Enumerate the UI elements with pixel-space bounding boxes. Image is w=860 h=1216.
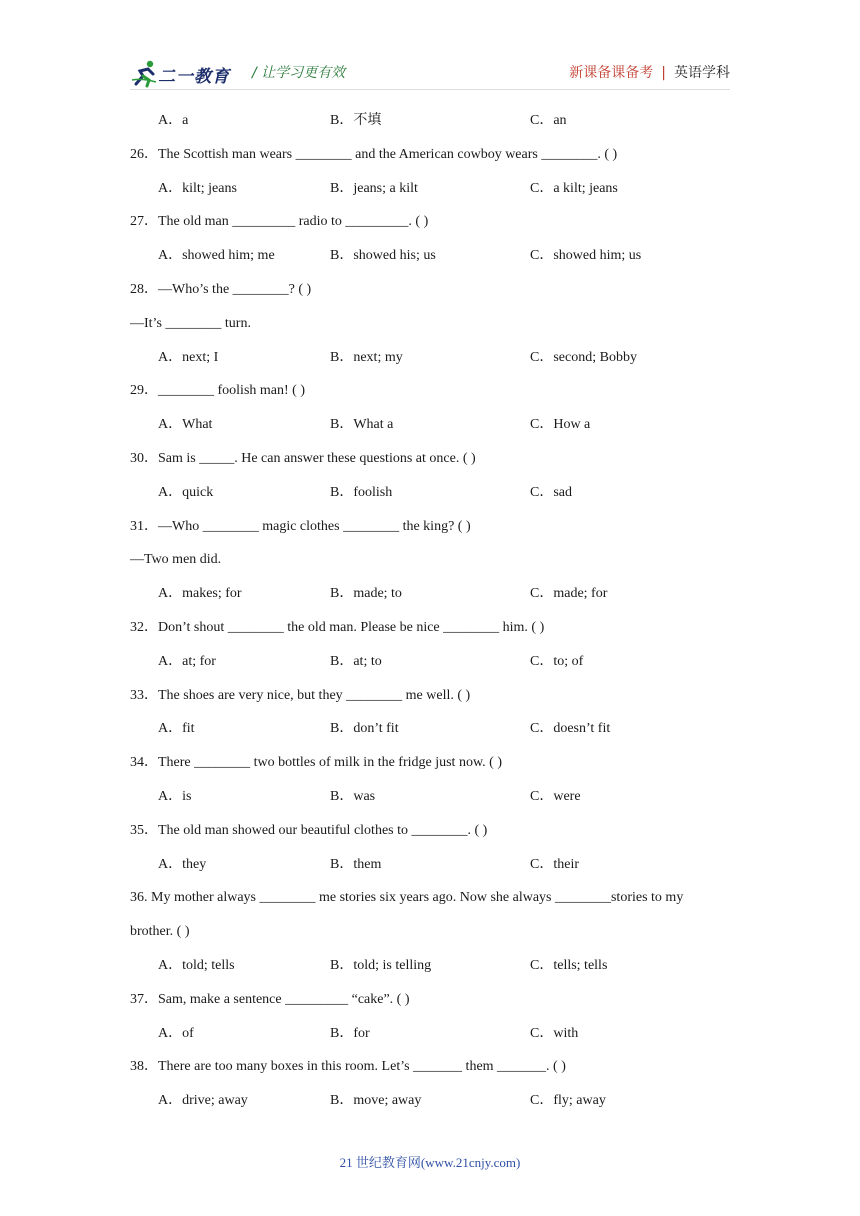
- option-b: B．don’t fit: [330, 721, 399, 737]
- option-c: C．to; of: [530, 653, 584, 669]
- page-footer: 21 世纪教育网(www.21cnjy.com): [339, 1155, 521, 1170]
- runner-logo-icon: [130, 58, 160, 88]
- logo: [130, 58, 240, 88]
- option-c: C．were: [530, 788, 581, 804]
- option-b: B．them: [330, 856, 382, 872]
- slogan: / 让学习更有效: [252, 65, 346, 81]
- options-row: [130, 848, 750, 882]
- question-line: brother. ( ): [130, 924, 190, 940]
- question-line: 35．The old man showed our beautiful clothes to ________. ( ): [130, 822, 488, 838]
- option-c: C．fly; away: [530, 1093, 606, 1109]
- option-b: B．不填: [330, 113, 382, 128]
- header-separator: |: [661, 65, 666, 81]
- question-line: —Two men did.: [130, 552, 222, 568]
- question-line: 33．The shoes are very nice, but they ________ me well. ( ): [130, 687, 471, 703]
- options-row: [130, 712, 750, 746]
- option-a: A．fit: [158, 721, 195, 737]
- question-line: 37．Sam, make a sentence _________ “cake”. ( ): [130, 991, 410, 1007]
- option-b: B．next; my: [330, 349, 403, 365]
- option-c: C．made; for: [530, 586, 608, 602]
- option-b: B．foolish: [330, 484, 393, 500]
- option-a: A．of: [158, 1025, 194, 1041]
- question-line: 28．—Who’s the ________? ( ): [130, 281, 312, 297]
- header-divider: [130, 89, 730, 90]
- option-b: B．told; is telling: [330, 957, 432, 973]
- question-line: 30．Sam is _____. He can answer these questions at once. ( ): [130, 450, 476, 466]
- option-a: A．is: [158, 788, 192, 804]
- option-b: B．made; to: [330, 586, 402, 602]
- question-line: —It’s ________ turn.: [130, 315, 251, 331]
- options-row: [130, 341, 750, 375]
- options-row: [130, 1084, 750, 1118]
- option-a: A．a: [158, 113, 189, 128]
- option-c: C．sad: [530, 484, 572, 500]
- options-row: [130, 104, 750, 138]
- question-line: 36. My mother always ________ me stories six years ago. Now she always ________stories to my: [130, 890, 684, 906]
- options-row: [130, 239, 750, 273]
- question-line: 31．—Who ________ magic clothes ________ the king? ( ): [130, 518, 471, 534]
- option-a: A．quick: [158, 484, 214, 500]
- options-row: [130, 172, 750, 206]
- option-b: B．for: [330, 1025, 370, 1041]
- option-b: B．was: [330, 788, 376, 804]
- question-line: 32．Don’t shout ________ the old man. Please be nice ________ him. ( ): [130, 619, 545, 635]
- option-c: C．second; Bobby: [530, 349, 637, 365]
- logo-text: 二一教育: [158, 67, 230, 87]
- option-b: B．move; away: [330, 1093, 422, 1109]
- option-a: A．makes; for: [158, 586, 242, 602]
- question-line: 26．The Scottish man wears ________ and the American cowboy wears ________. ( ): [130, 146, 618, 162]
- option-c: C．How a: [530, 417, 591, 433]
- question-line: 29．________ foolish man! ( ): [130, 383, 305, 399]
- option-a: A．told; tells: [158, 957, 235, 973]
- option-c: C．a kilt; jeans: [530, 180, 618, 196]
- option-b: B．showed his; us: [330, 248, 436, 264]
- header-right: [569, 62, 730, 82]
- option-c: C．tells; tells: [530, 957, 608, 973]
- option-b: B．jeans; a kilt: [330, 180, 418, 196]
- options-row: [130, 949, 750, 983]
- option-c: C．showed him; us: [530, 248, 642, 264]
- option-a: A．at; for: [158, 653, 216, 669]
- subject-label: 英语学科: [674, 65, 730, 81]
- option-a: A．showed him; me: [158, 248, 275, 264]
- option-c: C．an: [530, 113, 567, 128]
- option-c: C．with: [530, 1025, 579, 1041]
- options-row: [130, 780, 750, 814]
- course-label: 新课备课备考: [569, 65, 654, 81]
- page-header: [130, 52, 730, 92]
- option-a: A．What: [158, 417, 213, 433]
- option-a: A．next; I: [158, 349, 219, 365]
- option-c: C．doesn’t fit: [530, 721, 611, 737]
- options-row: [130, 1017, 750, 1051]
- option-b: B．at; to: [330, 653, 382, 669]
- option-c: C．their: [530, 856, 579, 872]
- option-a: A．drive; away: [158, 1093, 248, 1109]
- options-row: [130, 645, 750, 679]
- question-line: 38．There are too many boxes in this room. Let’s _______ them _______. ( ): [130, 1059, 566, 1075]
- options-row: [130, 577, 750, 611]
- question-line: 27．The old man _________ radio to _________. ( ): [130, 214, 429, 230]
- options-row: [130, 408, 750, 442]
- options-row: [130, 476, 750, 510]
- question-list: [130, 104, 750, 1118]
- option-b: B．What a: [330, 417, 394, 433]
- question-line: 34．There ________ two bottles of milk in the fridge just now. ( ): [130, 755, 502, 771]
- option-a: A．kilt; jeans: [158, 180, 237, 196]
- option-a: A．they: [158, 856, 207, 872]
